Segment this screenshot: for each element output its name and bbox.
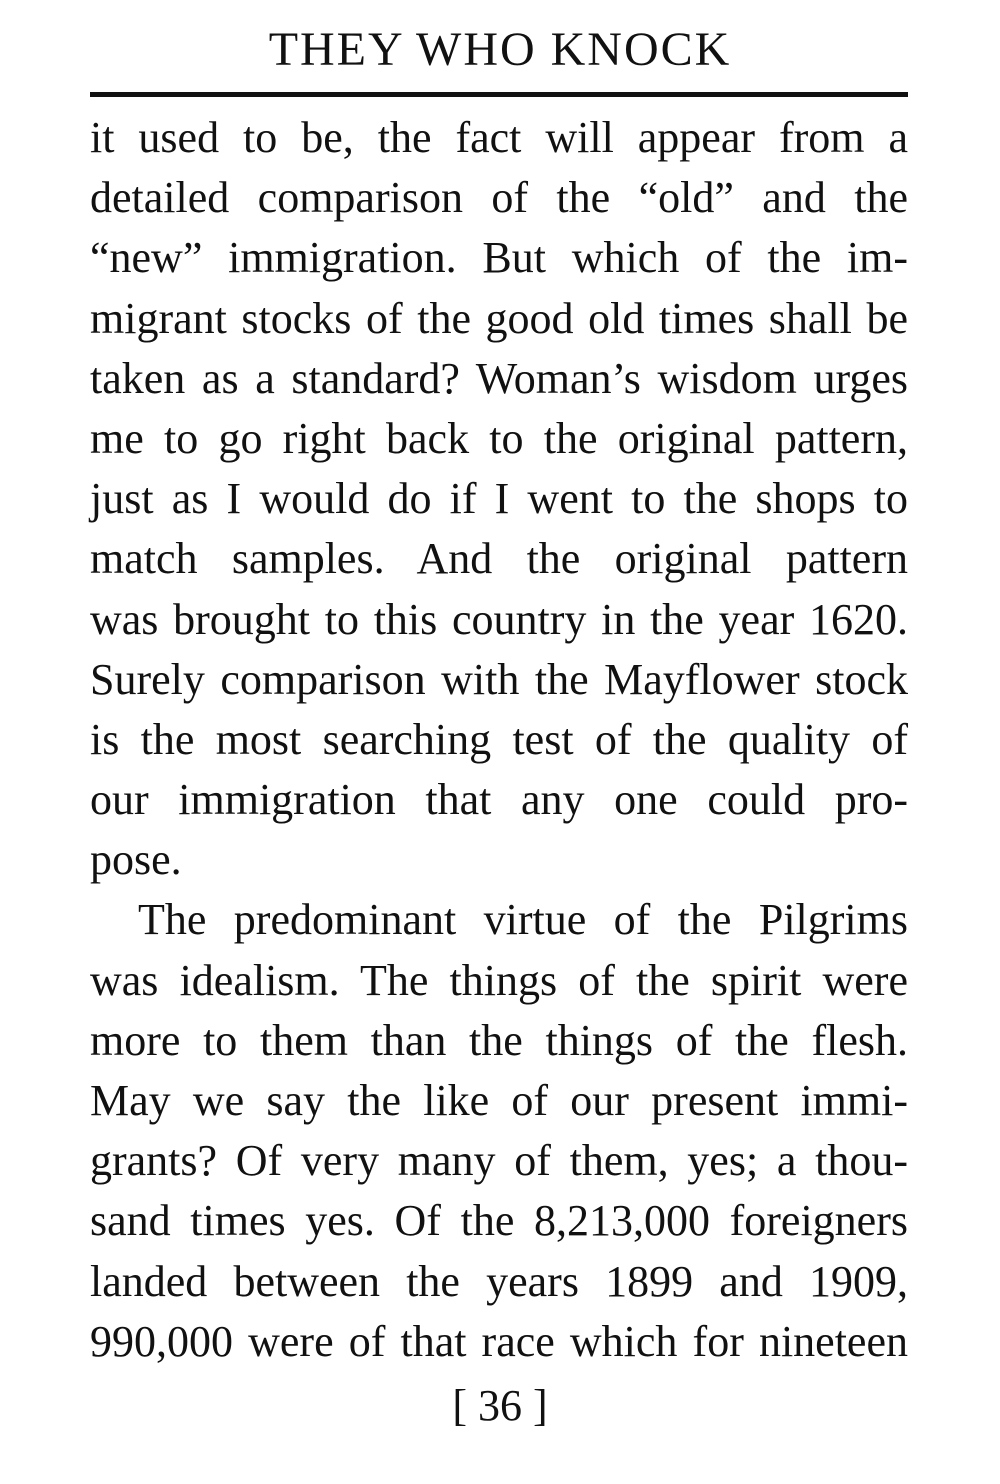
paragraph-end-line: pose. bbox=[90, 835, 182, 885]
text-line: it used to be, the fact will appear from a bbox=[90, 113, 908, 162]
text-line: was idealism. The things of the spirit were bbox=[90, 955, 908, 1005]
text-line: “new” immigration. But which of the im- bbox=[90, 233, 908, 283]
running-title: THEY WHO KNOCK bbox=[268, 23, 732, 76]
text-line: Surely comparison with the Mayflower stock bbox=[90, 654, 908, 704]
text-line: May we say the like of our present immi- bbox=[90, 1076, 908, 1125]
text-line: me to go right back to the original pattern, bbox=[90, 413, 908, 463]
text-line: is the most searching test of the quality of bbox=[90, 714, 908, 764]
text-line: our immigration that any one could pro- bbox=[90, 775, 908, 825]
text-line: more to them than the things of the flesh. bbox=[90, 1015, 908, 1065]
text-line: landed between the years 1899 and 1909, bbox=[90, 1256, 908, 1306]
paragraph-first-line: The predominant virtue of the Pilgrims bbox=[138, 895, 908, 945]
text-line: grants? Of very many of them, yes; a thou- bbox=[90, 1136, 908, 1186]
text-line: match samples. And the original pattern bbox=[90, 534, 908, 584]
text-line: 990,000 were of that race which for nineteen bbox=[90, 1316, 908, 1366]
text-line: taken as a standard? Woman’s wisdom urges bbox=[90, 353, 908, 403]
text-line: just as I would do if I went to the shops to bbox=[90, 474, 908, 524]
text-line: migrant stocks of the good old times shall be bbox=[90, 293, 908, 343]
text-line: was brought to this country in the year 1620. bbox=[90, 594, 908, 644]
text-line: detailed comparison of the “old” and the bbox=[90, 173, 908, 223]
text-line: sand times yes. Of the 8,213,000 foreigners bbox=[90, 1196, 908, 1246]
page-number: [ 36 ] bbox=[452, 1381, 548, 1430]
header-rule bbox=[90, 92, 908, 97]
body-text bbox=[90, 108, 908, 1372]
